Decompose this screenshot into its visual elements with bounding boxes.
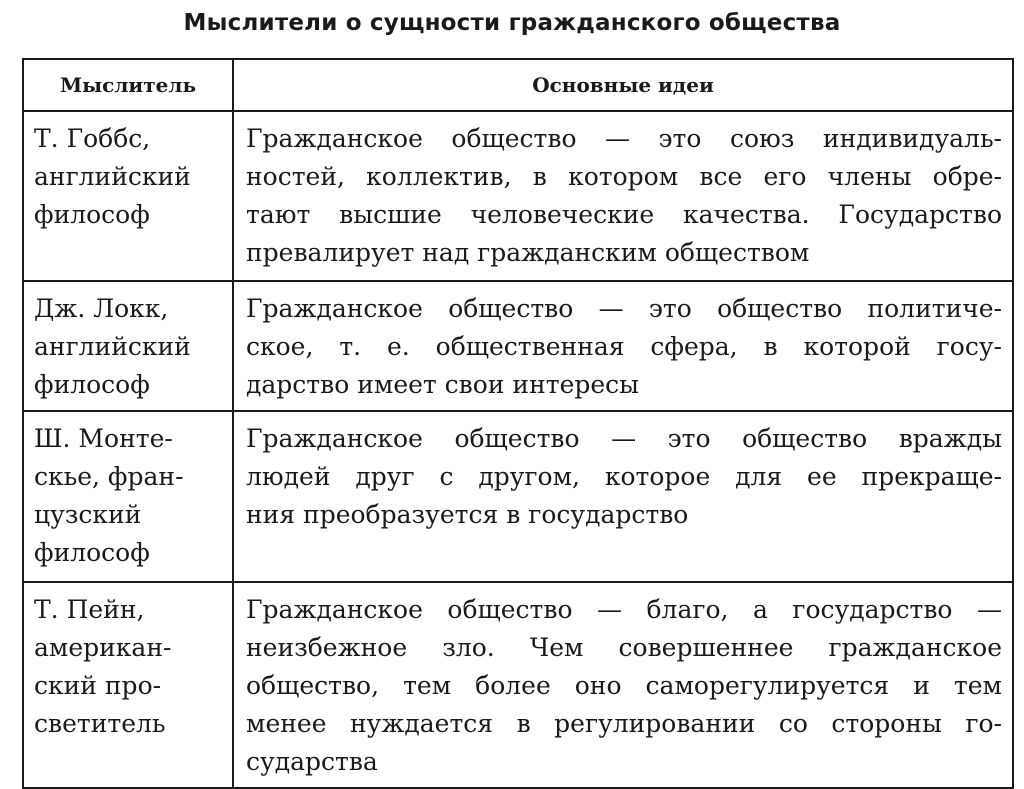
idea-line: Гражданское общество — это общество вражды [246,424,1002,453]
thinker-line: Т. Пейн, [34,595,145,624]
idea-line: неизбежное зло. Чем совершеннее гражданское [246,633,1002,662]
idea-line: людей друг с другом, которое для ее прекраще- [246,462,1002,491]
idea-line: дарство имеет свои интересы [246,370,640,399]
thinker-cell [23,111,233,281]
idea-line: Гражданское общество — благо, а государство — [246,595,1002,624]
thinker-line: цузский [34,500,142,529]
thinker-line: Ш. Монте- [34,424,173,453]
idea-line: общество, тем более оно саморегулируется и тем [246,671,1002,700]
table-row-hobbes [23,111,1013,281]
idea-line: ния преобразуется в государство [246,500,689,529]
ideas-cell [233,111,1013,281]
thinker-line: философ [34,370,150,399]
page-title: Мыслители о сущности гражданского общества [183,10,841,36]
thinker-line: английский [34,162,191,191]
thinker-line: светитель [34,709,166,738]
thinker-line: скье, фран- [34,462,184,491]
idea-line: ностей, коллектив, в котором все его члены обре- [246,162,1002,191]
ideas-cell [233,281,1013,411]
thinker-line: американ- [34,633,172,662]
column-header-ideas: Основные идеи [233,59,1013,111]
ideas-cell [233,582,1013,788]
table-row-locke [23,281,1013,411]
idea-line: сударства [246,747,378,776]
thinker-cell [23,411,233,582]
thinker-line: Т. Гоббс, [34,124,151,153]
ideas-cell [233,411,1013,582]
idea-line: Гражданское общество — это общество политиче- [246,294,1002,323]
thinker-line: английский [34,332,191,361]
idea-line: менее нуждается в регулировании со стороны го- [246,709,1002,738]
idea-line: Гражданское общество — это союз индивидуаль- [246,124,1002,153]
thinker-line: Дж. Локк, [34,294,169,323]
table-row-paine [23,582,1013,788]
idea-line: ское, т. е. общественная сфера, в которой госу- [246,332,1002,361]
thinker-cell [23,582,233,788]
thinkers-table [22,58,1014,789]
idea-line: тают высшие человеческие качества. Государство [246,200,1002,229]
thinker-cell [23,281,233,411]
table-header-row [23,59,1013,111]
thinker-line: ский про- [34,671,162,700]
idea-line: превалирует над гражданским обществом [246,238,810,267]
thinker-line: философ [34,538,150,567]
thinker-line: философ [34,200,150,229]
table-row-montesquieu [23,411,1013,582]
column-header-thinker: Мыслитель [23,59,233,111]
